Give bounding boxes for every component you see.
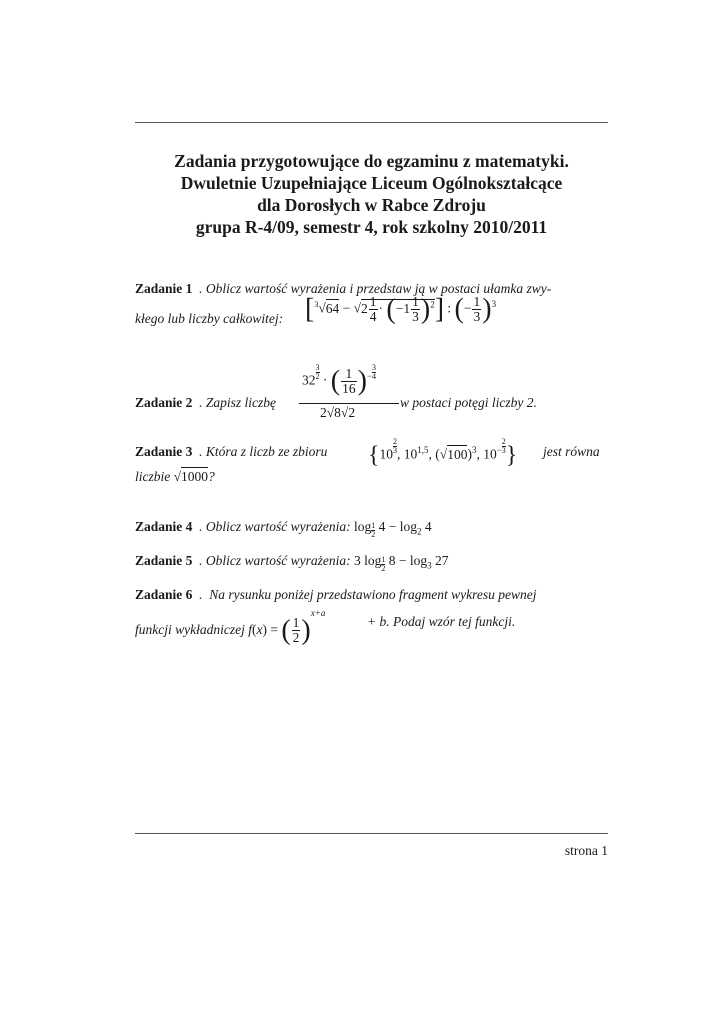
task-3-set: {10 $\frac{2}{3}$ , 10$^{1,5}$, $(√100)^3$, $10^{- \frac{2}{3}}$ } [368,437,518,469]
task-1-text-b: kłego lub liczby całkowitej: [135,311,284,326]
page-title [135,150,608,238]
task-6-text-c: + b. Podaj wzór tej funkcji. [367,614,516,629]
task-5-expression: 3 log $_{\frac{1}{2}}$ $8 - \log_3 27$ [354,553,449,574]
task-2-label: Zadanie 2 [135,395,193,410]
task-4-text-a: Oblicz wartość wyrażenia: [205,519,351,534]
task-1-text-a: Oblicz wartość wyrażenia i przedstaw ją w postaci ułamka zwy- [205,281,552,296]
task-5-label: Zadanie 5 [135,553,193,568]
bottom-rule [135,833,608,834]
task-2-denominator: 2√8√2 [320,405,356,420]
task-4-label: Zadanie 4 [135,519,193,534]
task-6-text-a: Na rysunku poniżej przedstawiono fragment wykresu pewnej [209,587,537,602]
task-3-text-a: Która z liczb ze zbioru [205,444,328,459]
title-line-1: Zadania przygotowujące do egzaminu z matematyki. [174,151,569,171]
task-1-label: Zadanie 1 [135,281,193,296]
task-2-numerator: 32 $\frac{3}{2}$ · ( $\frac{1}{16}$ )$^{- \frac{3}{4}}$ [302,363,376,397]
task-3-text-b: jest równa [543,444,600,459]
task-2-text-a: Zapisz liczbę [205,395,277,410]
task-5-text-a: Oblicz wartość wyrażenia: [205,553,351,568]
task-6-text-b: funkcji wykładniczej [135,622,245,637]
task-3-label: Zadanie 3 [135,444,193,459]
task-2-text-b: w postaci potęgi liczby 2. [400,395,537,410]
title-line-4: grupa R-4/09, semestr 4, rok szkolny 2010/2011 [195,217,548,237]
task-6-function: f(x) = ( $\frac{1}{2}$ )$^{x+a}$ [248,608,326,646]
page-number: strona 1 [564,843,608,858]
title-line-2: Dwuletnie Uzupełniające Liceum Ogólnokształcące [180,173,563,193]
top-rule [135,122,608,123]
task-1-expression: [$^3$√64 − √2 $\frac{1}{4}$ · (−1 $\frac{1}{3}$ )$^2$] : (− $\frac{1}{3}$ )$^3$ [305,293,497,325]
task-6-label: Zadanie 6 [135,587,193,602]
task-4-expression: log $_{\frac{1}{2}}$ $4 - \log_2 4$ [354,519,432,540]
title-line-3: dla Dorosłych w Rabce Zdroju [257,195,486,215]
task-3-text-c: liczbie [135,469,171,484]
